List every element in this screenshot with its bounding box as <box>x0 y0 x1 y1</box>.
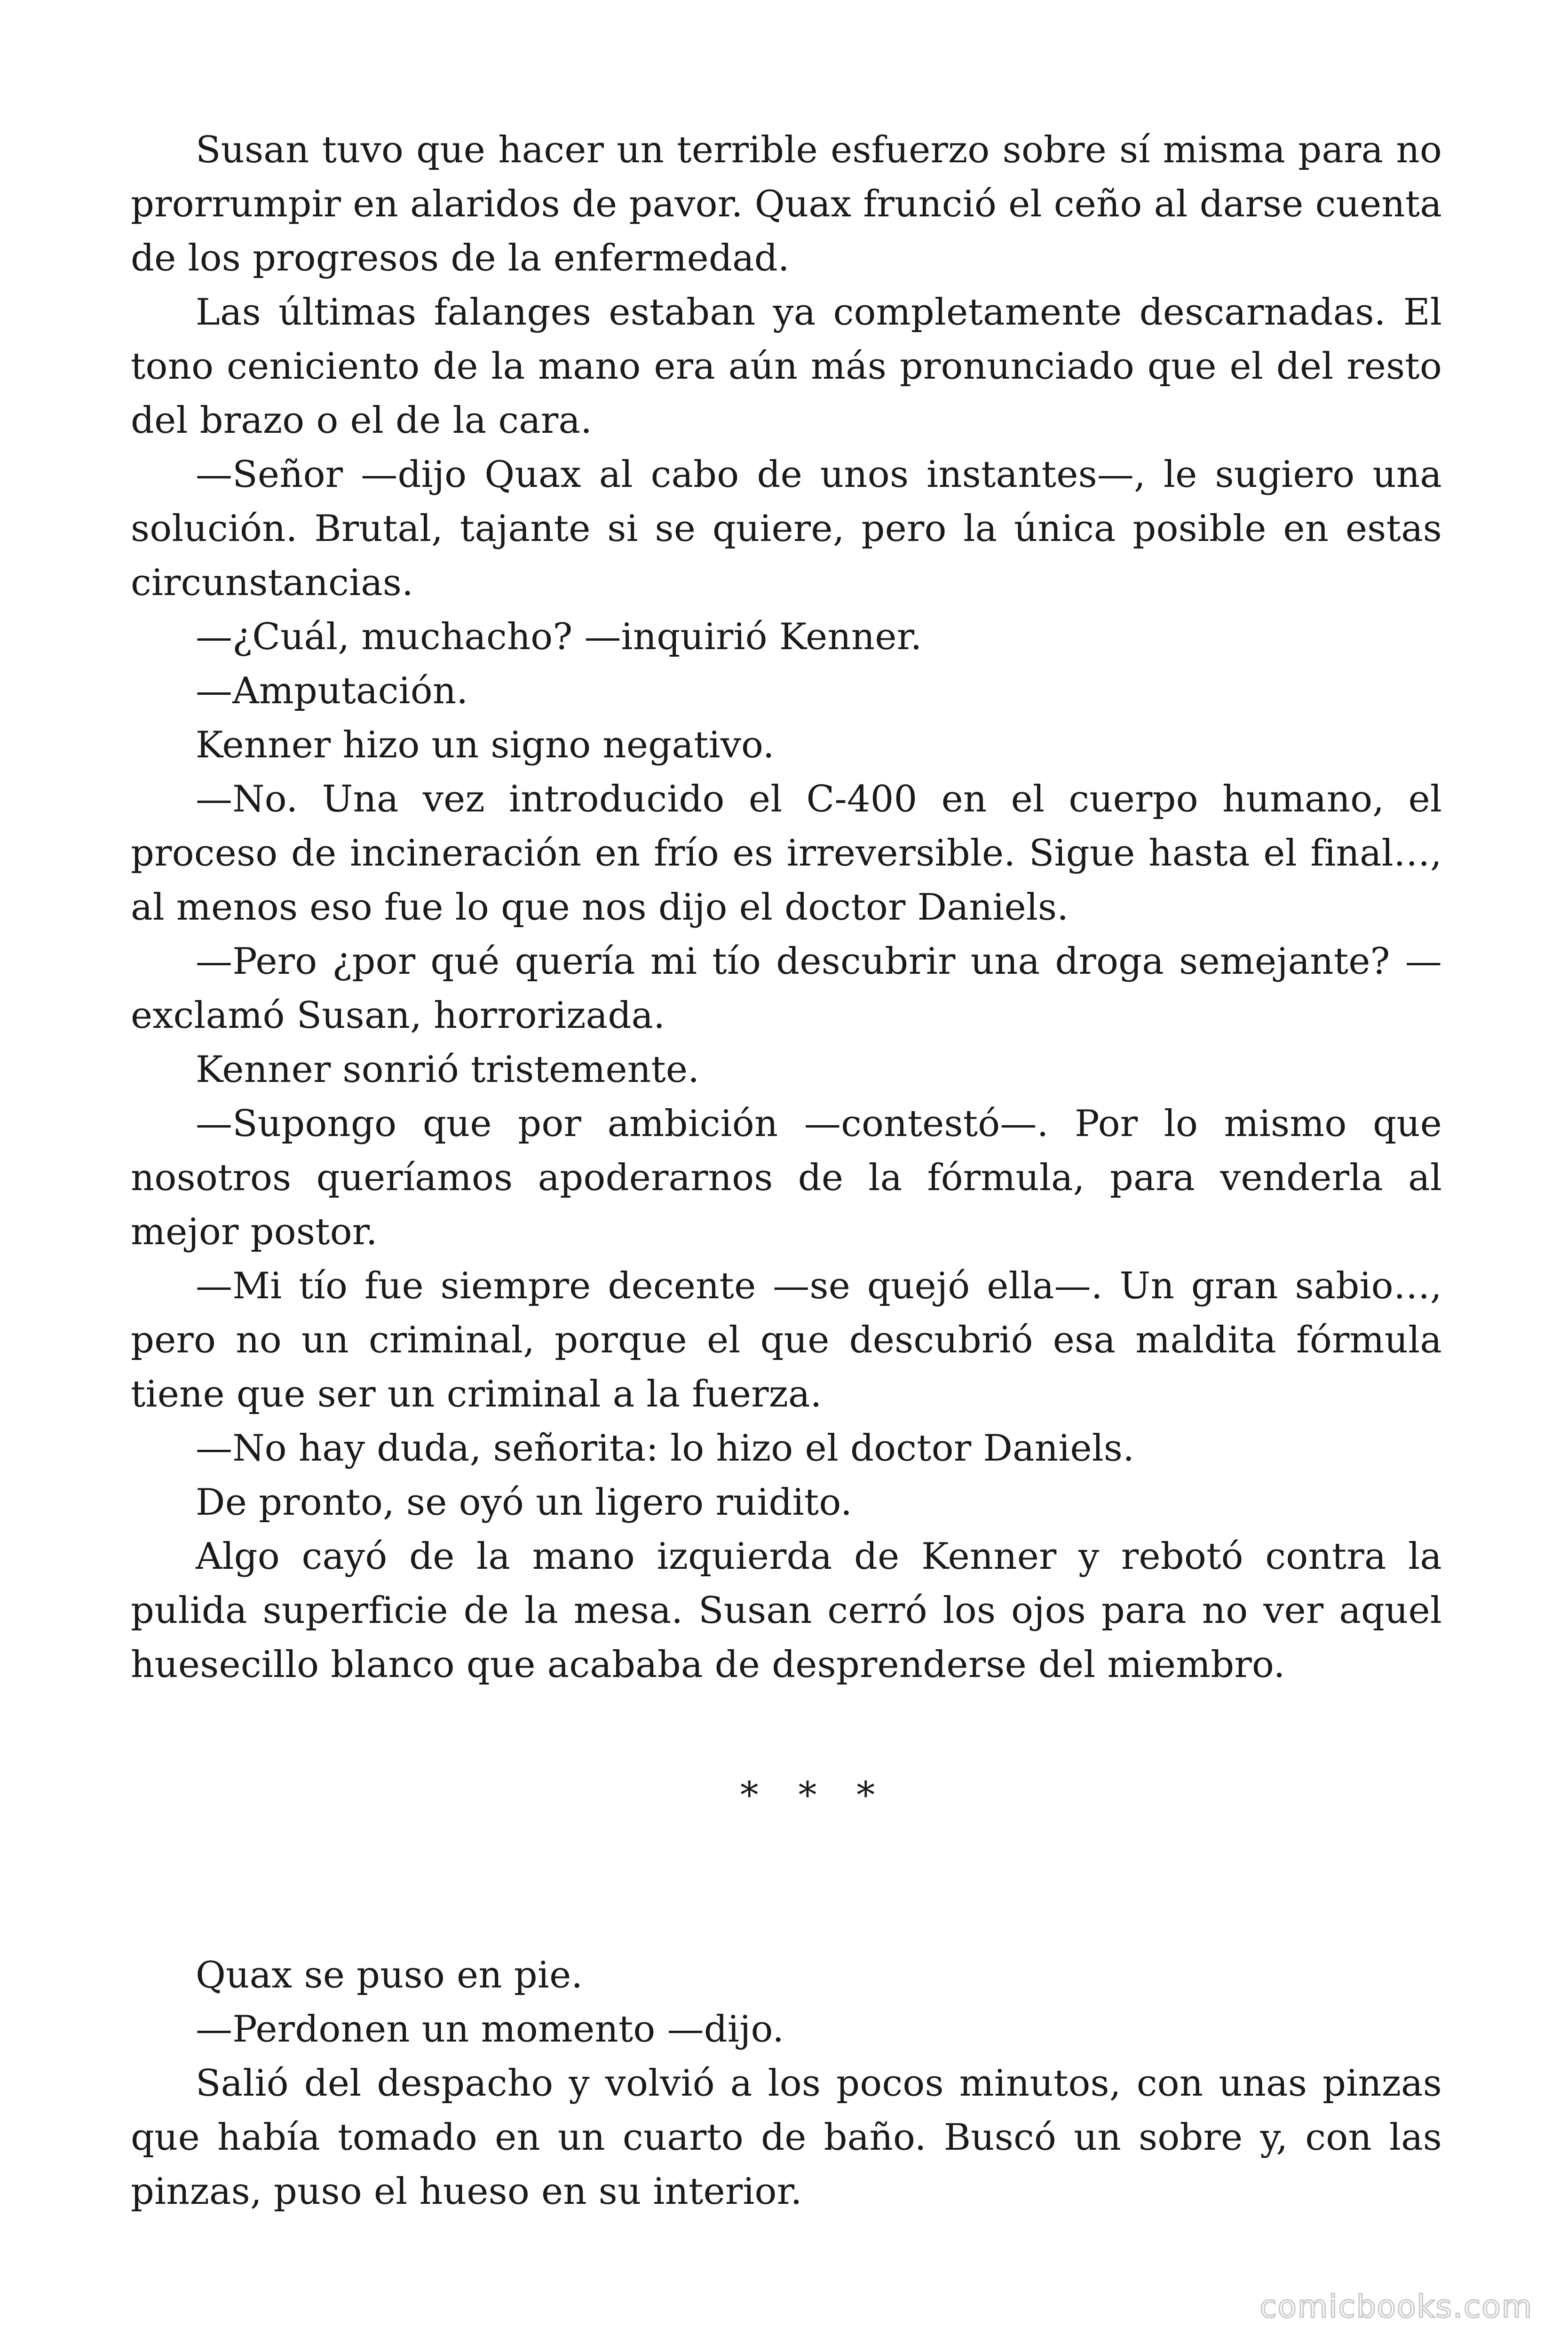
paragraph: De pronto, se oyó un ligero ruidito. <box>196 1481 853 1524</box>
paragraph: Salió del despacho y volvió a los pocos minutos, con unas pinzas que había tomado en un cuarto de baño. Buscó un sobre y, con las pinzas, puso el hueso en su interior. <box>131 2062 1442 2213</box>
paragraph: Quax se puso en pie. <box>196 1954 583 1996</box>
paragraph: —Señor —dijo Quax al cabo de unos instantes—, le sugiero una solución. Brutal, tajante si se quiere, pero la única posible en estas circunstancias. <box>131 453 1442 604</box>
paragraph: —Mi tío fue siempre decente —se quejó ella—. Un gran sabio…, pero no un criminal, porque el que descubrió esa maldita fórmula tiene que ser un criminal a la fuerza. <box>131 1265 1442 1415</box>
page-text <box>131 123 1442 2219</box>
paragraph: —No hay duda, señorita: lo hizo el doctor Daniels. <box>196 1427 1135 1470</box>
paragraph: —No. Una vez introducido el C-400 en el cuerpo humano, el proceso de incineración en frío es irreversible. Sigue hasta el final…, al menos eso fue lo que nos dijo el doctor Daniels. <box>131 778 1442 929</box>
section-gap <box>131 1854 1442 1948</box>
section-separator: * * * <box>740 1774 889 1817</box>
paragraph: Kenner hizo un signo negativo. <box>196 724 775 766</box>
paragraph: —Amputación. <box>196 670 468 712</box>
paragraph: —Pero ¿por qué quería mi tío descubrir una droga semejante? —exclamó Susan, horrorizada. <box>131 940 1442 1037</box>
paragraph: —¿Cuál, muchacho? —inquirió Kenner. <box>196 616 922 658</box>
paragraph: —Supongo que por ambición —contestó—. Por lo mismo que nosotros queríamos apoderarnos de la fórmula, para venderla al mejor postor. <box>131 1103 1442 1253</box>
paragraph: Kenner sonrió tristemente. <box>196 1049 700 1091</box>
paragraph: Algo cayó de la mano izquierda de Kenner y rebotó contra la pulida superficie de la mesa. Susan cerró los ojos para no ver aquel huesecillo blanco que acababa de desprenderse del miembro. <box>131 1535 1442 1686</box>
paragraph: Susan tuvo que hacer un terrible esfuerzo sobre sí misma para no prorrumpir en alaridos de pavor. Quax frunció el ceño al darse cuenta de los progresos de la enfermedad. <box>131 129 1442 279</box>
paragraph: —Perdonen un momento —dijo. <box>196 2008 784 2050</box>
paragraph: Las últimas falanges estaban ya completamente descarnadas. El tono ceniciento de la mano era aún más pronunciado que el del resto del brazo o el de la cara. <box>131 291 1442 442</box>
watermark: comicbooks.com <box>1259 2288 1533 2325</box>
